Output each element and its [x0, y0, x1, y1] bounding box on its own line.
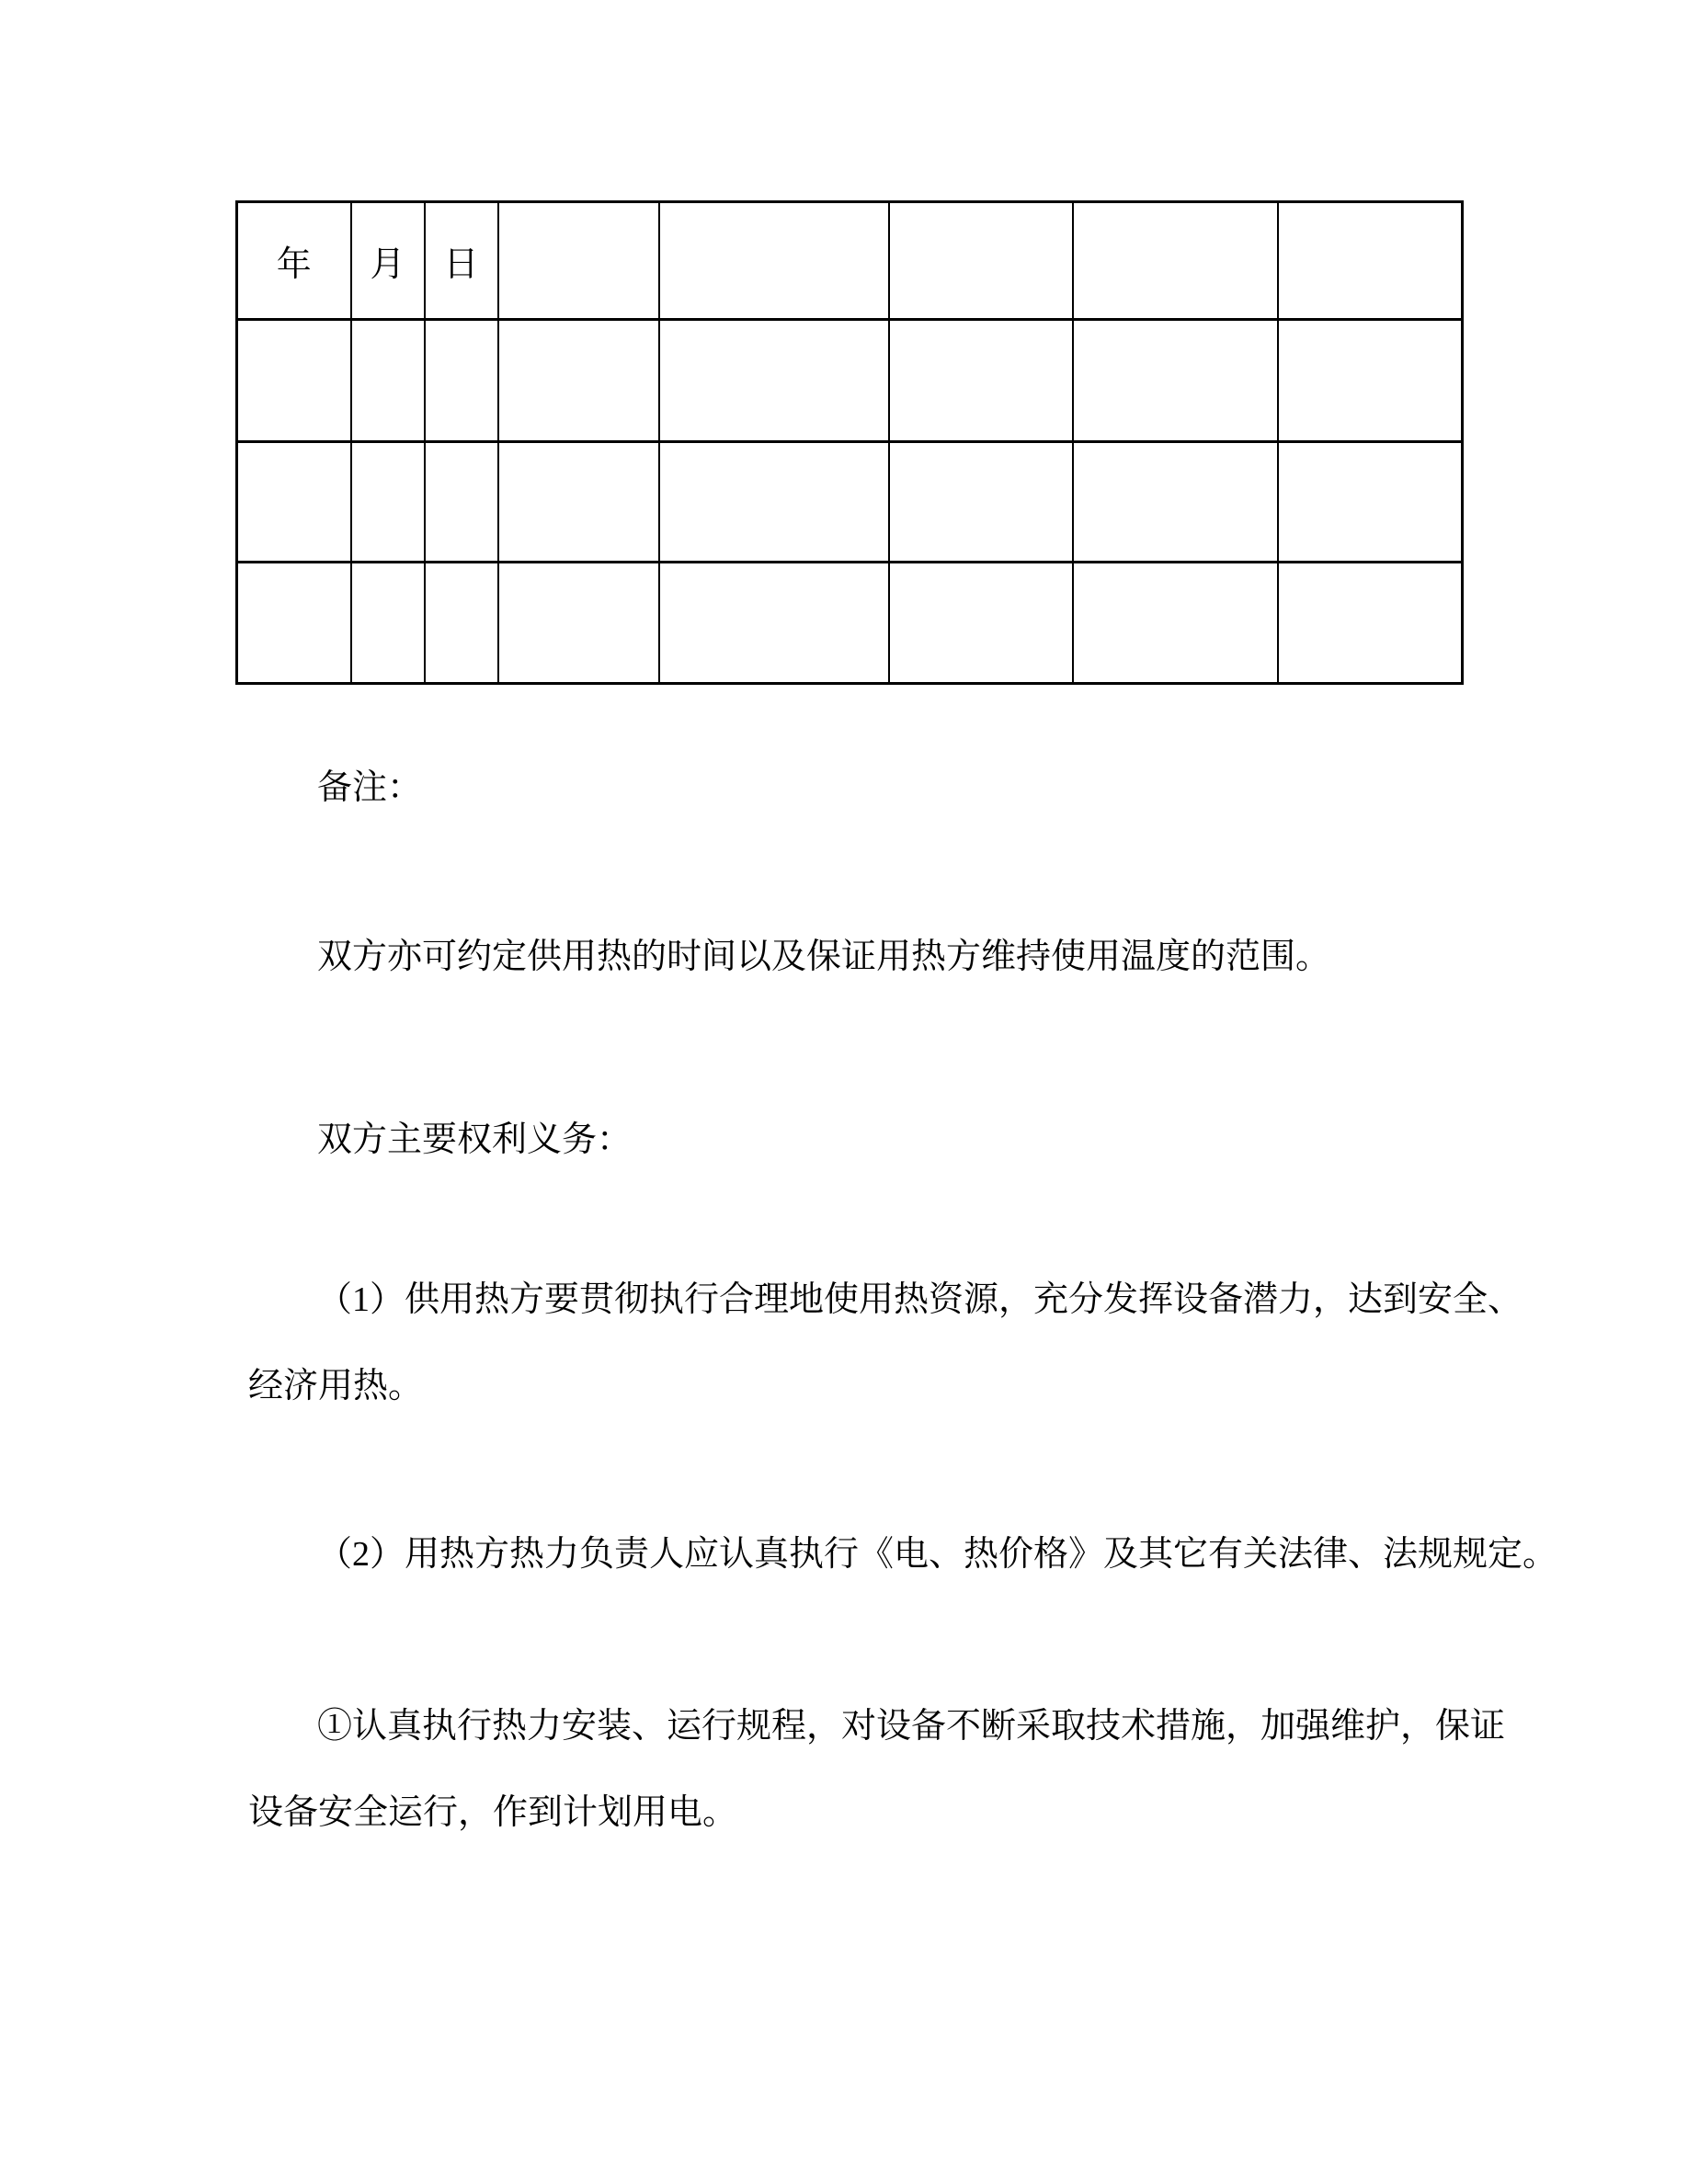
- clause-1-line-2: 经济用热。: [248, 1367, 424, 1405]
- table-row: [237, 442, 1463, 563]
- table-cell: [351, 563, 425, 684]
- table-cell: [1278, 202, 1463, 320]
- remarks-label: 备注：: [317, 768, 423, 807]
- table-cell: [237, 442, 351, 563]
- table-cell: [889, 202, 1073, 320]
- year-header-cell: 年: [237, 202, 351, 320]
- table-cell: [498, 442, 659, 563]
- table-cell: [425, 320, 498, 442]
- table-header-row: [237, 202, 1463, 320]
- table-cell: [1073, 442, 1278, 563]
- table-cell: [425, 442, 498, 563]
- clause-2-line: （2）用热方热力负责人应认真执行《电、热价格》及其它有关法律、法规规定。: [317, 1535, 1558, 1574]
- table-cell: [889, 442, 1073, 563]
- table-cell: [237, 563, 351, 684]
- item-1-line-2: 设备安全运行，作到计划用电。: [248, 1793, 738, 1832]
- table-cell: [1073, 563, 1278, 684]
- table-cell: [1073, 202, 1278, 320]
- table-cell: [659, 320, 889, 442]
- table-cell: [1278, 563, 1463, 684]
- table-cell: [659, 202, 889, 320]
- table-cell: [498, 563, 659, 684]
- table-row: [237, 563, 1463, 684]
- table-cell: [659, 442, 889, 563]
- item-1-line-1: ①认真执行热力安装、运行规程，对设备不断采取技术措施，加强维护，保证: [317, 1707, 1506, 1746]
- day-header-cell: 日: [425, 202, 498, 320]
- date-schedule-table: [235, 200, 1464, 685]
- table-cell: [351, 442, 425, 563]
- month-header-cell: 月: [351, 202, 425, 320]
- table-cell: [1278, 442, 1463, 563]
- table-cell: [889, 563, 1073, 684]
- table-cell: [351, 320, 425, 442]
- table-cell: [237, 320, 351, 442]
- table-cell: [1073, 320, 1278, 442]
- clause-1-line-1: （1）供用热方要贯彻执行合理地使用热资源，充分发挥设备潜力，达到安全、: [317, 1280, 1523, 1319]
- table-cell: [498, 202, 659, 320]
- rights-obligations-heading: 双方主要权利义务：: [317, 1120, 633, 1159]
- table-cell: [659, 563, 889, 684]
- table-cell: [889, 320, 1073, 442]
- table-cell: [1278, 320, 1463, 442]
- table-cell: [498, 320, 659, 442]
- table-row: [237, 320, 1463, 442]
- table-cell: [425, 563, 498, 684]
- heat-supply-note-line: 双方亦可约定供用热的时间以及保证用热方维持使用温度的范围。: [317, 938, 1331, 976]
